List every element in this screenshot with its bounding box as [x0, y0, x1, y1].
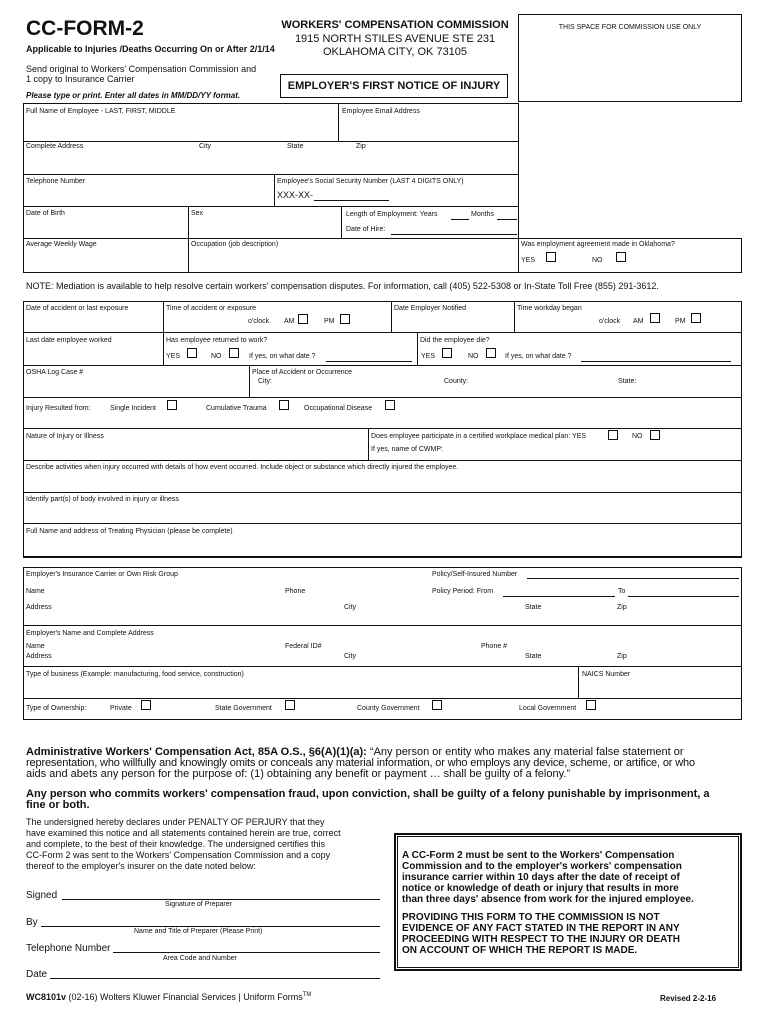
signature-field[interactable]	[62, 899, 380, 900]
carrier-label: Employer's Insurance Carrier or Own Risk Group	[26, 571, 178, 578]
footer-form-code: WC8101v	[26, 992, 67, 1002]
telephone-label: Telephone Number	[26, 178, 86, 185]
months-label: Months	[471, 211, 494, 218]
city-label: City	[199, 143, 212, 150]
zip-label: Zip	[356, 143, 366, 150]
medical-plan-label: Does employee participate in a certified workplace medical plan: YES	[371, 433, 587, 440]
type-print-note: Please type or print. Enter all dates in MM/DD/YY format.	[26, 91, 241, 100]
accident-time-label: Time of accident or exposure	[166, 305, 257, 312]
notice-p2-line1: PROVIDING THIS FORM TO THE COMMISSION IS NOT	[402, 912, 660, 923]
send-instruction-1: Send original to Workers' Compensation Commission and	[26, 64, 257, 74]
dob-label: Date of Birth	[26, 210, 65, 217]
date-field[interactable]	[50, 978, 380, 979]
address-label: Complete Address	[26, 143, 84, 150]
ok-agreement-label: Was employment agreement made in Oklahoma?	[521, 241, 675, 248]
notice-p1-line2: Commission and to the employer's workers' compensation	[402, 861, 682, 872]
medical-plan-yes-checkbox[interactable]	[608, 430, 618, 440]
employer-phone-label: Phone #	[481, 643, 508, 650]
employer-zip-label: Zip	[617, 653, 627, 660]
form-id: CC-FORM-2	[26, 17, 144, 40]
returned-no-label: NO	[211, 353, 222, 360]
medical-plan-no-checkbox[interactable]	[650, 430, 660, 440]
ownership-private-checkbox[interactable]	[141, 700, 151, 710]
federal-id-label: Federal ID#	[285, 643, 322, 650]
policy-to-field[interactable]	[628, 596, 739, 597]
hire-date-field[interactable]	[391, 234, 517, 235]
mediation-note: NOTE: Mediation is available to help resolve certain workers' compensation disputes. For information, call (405) 522-5308 or In-State Toll Free (855) 291-3612.	[26, 281, 659, 291]
carrier-phone-label: Phone	[285, 588, 306, 595]
policy-period-label: Policy Period: From	[432, 588, 494, 595]
ownership-county-label: County Government	[357, 705, 420, 712]
body-parts-label: Identify part(s) of body involved in injury or illness	[26, 496, 179, 503]
email-label: Employee Email Address	[342, 108, 420, 115]
notice-p2-line4: ON ACCOUNT OF WHICH THE REPORT IS MADE.	[402, 945, 638, 956]
place-city-label: City:	[258, 378, 272, 385]
place-state-label: State:	[618, 378, 637, 385]
place-label: Place of Accident or Occurrence	[252, 369, 352, 376]
declare-line-2: have examined this notice and all statements contained herein are true, correct	[26, 828, 341, 838]
policy-number-label: Policy/Self-Insured Number	[432, 571, 518, 578]
policy-number-field[interactable]	[527, 578, 739, 579]
by-label: By	[26, 917, 38, 928]
commission-name: WORKERS' COMPENSATION COMMISSION	[281, 19, 509, 31]
ssn-field[interactable]	[314, 200, 389, 201]
hire-date-label: Date of Hire:	[346, 226, 386, 233]
name-title-caption: Name and Title of Preparer (Please Print)	[134, 928, 263, 935]
carrier-address-label: Address	[26, 604, 52, 611]
medical-plan-no-label: NO	[632, 433, 643, 440]
footer-tm: TM	[302, 992, 312, 998]
ownership-private-label: Private	[110, 705, 132, 712]
sex-label: Sex	[191, 210, 204, 217]
employment-length-label: Length of Employment: Years	[346, 211, 438, 218]
physician-label: Full Name and address of Treating Physician (please be complete)	[26, 528, 233, 535]
died-yes-label: YES	[421, 353, 436, 360]
signed-label: Signed	[26, 890, 58, 901]
cumulative-checkbox[interactable]	[279, 400, 289, 410]
employer-city-label: City	[344, 653, 357, 660]
died-date-field[interactable]	[581, 361, 731, 362]
carrier-zip-label: Zip	[617, 604, 627, 611]
returned-label: Has employee returned to work?	[166, 337, 268, 344]
telephone-label: Telephone Number	[26, 943, 111, 954]
ownership-local-checkbox[interactable]	[586, 700, 596, 710]
fraud-line-2: fine or both.	[26, 799, 90, 811]
ok-yes-label: YES	[521, 257, 536, 264]
footer-revised: Revised 2-2-16	[660, 994, 717, 1003]
ownership-state-label: State Government	[215, 705, 272, 712]
signature-caption: Signature of Preparer	[165, 901, 232, 908]
notice-p1-line4: notice or knowledge of death or injury that results in more	[402, 883, 679, 894]
fraud-line-1: Any person who commits workers' compensation fraud, upon conviction, shall be guilty of a felony punishable by imprisonment, a	[26, 788, 710, 800]
notice-p2-line2: EVIDENCE OF ANY FACT STATED IN THE REPORT IN ANY	[402, 923, 680, 934]
state-label: State	[287, 143, 304, 150]
months-field[interactable]	[497, 219, 517, 220]
workday-am-checkbox[interactable]	[650, 313, 660, 323]
workday-pm-label: PM	[675, 318, 686, 325]
ok-yes-checkbox[interactable]	[546, 252, 556, 262]
returned-date-label: If yes, on what date ?	[249, 353, 316, 360]
naics-label: NAICS Number	[582, 671, 631, 678]
occupational-checkbox[interactable]	[385, 400, 395, 410]
date-label: Date	[26, 969, 48, 980]
single-incident-label: Single Incident	[110, 405, 156, 412]
carrier-name-label: Name	[26, 588, 45, 595]
workday-began-label: Time workday began	[517, 305, 582, 312]
preparer-name-field[interactable]	[41, 926, 380, 927]
carrier-city-label: City	[344, 604, 357, 611]
notice-p1-line5: than three days' absence from work for the injured employee.	[402, 894, 694, 905]
employer-address-label: Address	[26, 653, 52, 660]
ok-no-label: NO	[592, 257, 603, 264]
date-notified-label: Date Employer Notified	[394, 305, 466, 312]
applicable-note: Applicable to Injuries /Deaths Occurring On or After 2/1/14	[26, 44, 275, 54]
ssn-prefix: XXX-XX-	[277, 190, 314, 200]
telephone-field[interactable]	[113, 952, 380, 953]
employer-name-address-label: Employer's Name and Complete Address	[26, 630, 154, 637]
declare-line-3: and complete, to the best of their knowledge. The undersigned certifies this	[26, 839, 326, 849]
returned-yes-label: YES	[166, 353, 181, 360]
returned-yes-checkbox[interactable]	[187, 348, 197, 358]
died-yes-checkbox[interactable]	[442, 348, 452, 358]
commission-address-2: OKLAHOMA CITY, OK 73105	[322, 46, 468, 58]
carrier-state-label: State	[525, 604, 542, 611]
pm-label: PM	[324, 318, 335, 325]
injury-resulted-label: Injury Resulted from:	[26, 405, 91, 412]
ok-no-checkbox[interactable]	[616, 252, 626, 262]
notice-p1-line3: insurance carrier within 10 days after the date of receipt of	[402, 872, 680, 883]
returned-date-field[interactable]	[326, 361, 412, 362]
commission-address-1: 1915 NORTH STILES AVENUE STE 231	[294, 33, 496, 45]
area-code-caption: Area Code and Number	[163, 955, 237, 962]
act-line-3: aids and abets any person for the purpose of: (1) obtaining any benefit or payment … shall be guilty of a felony.”	[26, 768, 571, 780]
weekly-wage-label: Average Weekly Wage	[26, 241, 97, 248]
declare-line-1: The undersigned hereby declares under PENALTY OF PERJURY that they	[26, 817, 325, 827]
accident-am-checkbox[interactable]	[298, 314, 308, 324]
cumulative-label: Cumulative Trauma	[206, 405, 267, 412]
occupational-label: Occupational Disease	[304, 405, 373, 412]
ownership-state-checkbox[interactable]	[285, 700, 295, 710]
workday-pm-checkbox[interactable]	[691, 313, 701, 323]
ownership-county-checkbox[interactable]	[432, 700, 442, 710]
ownership-local-label: Local Government	[519, 705, 577, 712]
business-type-label: Type of business (Example: manufacturing, food service, construction)	[26, 671, 244, 678]
place-county-label: County:	[444, 378, 469, 385]
act-line-2: representation, who willfully and knowingly omits or conceals any material information, or who employs any device, scheme, or artifice, or who	[26, 757, 695, 769]
died-date-label: If yes, on what date ?	[505, 353, 572, 360]
oclock-label: o'clock	[248, 318, 270, 325]
footer-publisher-text: (02-16) Wolters Kluwer Financial Services | Uniform Forms	[66, 992, 303, 1002]
notice-p1-line1: A CC-Form 2 must be sent to the Workers' Compensation	[402, 850, 675, 861]
died-no-label: NO	[468, 353, 479, 360]
declare-line-5: thereof to the employer's insurer on the date noted below:	[26, 861, 256, 871]
returned-no-checkbox[interactable]	[229, 348, 239, 358]
act-text-1: “Any person or entity who makes any material false statement or	[366, 746, 684, 758]
form-title: EMPLOYER'S FIRST NOTICE OF INJURY	[280, 74, 508, 98]
accident-section	[23, 301, 742, 558]
died-label: Did the employee die?	[420, 337, 490, 344]
last-date-worked-label: Last date employee worked	[26, 337, 112, 344]
occupation-label: Occupation (job description)	[191, 241, 279, 248]
describe-label: Describe activities when injury occurred with details of how event occurred. Include object or substance which directly injured the employee.	[26, 464, 459, 471]
policy-to-label: To	[618, 588, 626, 595]
died-no-checkbox[interactable]	[486, 348, 496, 358]
notice-p2-line3: PROCEEDING WITH RESPECT TO THE INJURY OR DEATH	[402, 934, 680, 945]
workday-am-label: AM	[633, 318, 644, 325]
full-name-label: Full Name of Employee - LAST, FIRST, MIDDLE	[26, 108, 176, 115]
declare-line-4: CC-Form 2 was sent to the Workers' Compensation Commission and a copy	[26, 850, 331, 860]
employer-name-label: Name	[26, 643, 45, 650]
ownership-label: Type of Ownership:	[26, 705, 87, 712]
accident-date-label: Date of accident or last exposure	[26, 305, 129, 312]
years-field[interactable]	[451, 219, 469, 220]
footer-publisher	[26, 992, 311, 1002]
policy-from-field[interactable]	[503, 596, 615, 597]
send-instruction-2: 1 copy to Insurance Carrier	[26, 74, 135, 84]
act-title: Administrative Workers' Compensation Act, 85A O.S., §6(A)(1)(a):	[26, 746, 367, 758]
workday-oclock-label: o'clock	[599, 318, 621, 325]
accident-pm-checkbox[interactable]	[340, 314, 350, 324]
am-label: AM	[284, 318, 295, 325]
osha-label: OSHA Log Case #	[26, 369, 84, 376]
employer-state-label: State	[525, 653, 542, 660]
cwmp-label: If yes, name of CWMP:	[371, 446, 443, 453]
single-incident-checkbox[interactable]	[167, 400, 177, 410]
commission-use-label: THIS SPACE FOR COMMISSION USE ONLY	[558, 24, 702, 31]
nature-label: Nature of Injury or Illness	[26, 433, 104, 440]
ssn-label: Employee's Social Security Number (LAST 4 DIGITS ONLY)	[277, 178, 464, 185]
